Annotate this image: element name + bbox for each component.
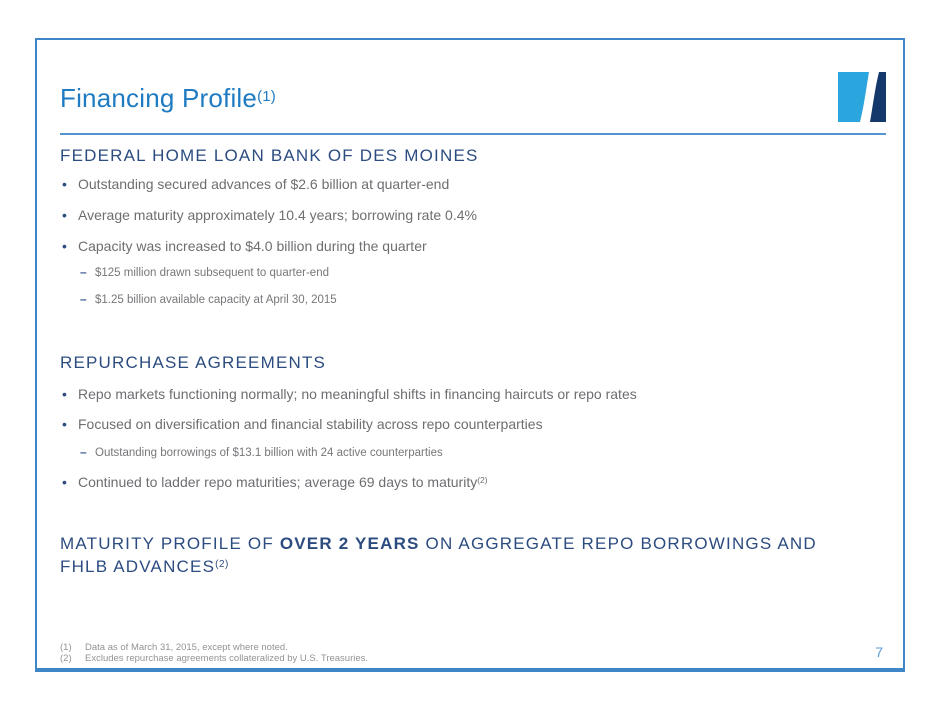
bullet-text-main: Continued to ladder repo maturities; average 69 days to maturity (78, 474, 478, 490)
dash-icon: – (80, 292, 87, 306)
sub-bullet-item (80, 266, 329, 281)
bullet-dot-icon: • (62, 238, 67, 254)
bullet-text: Focused on diversification and financial stability across repo counterparties (78, 416, 543, 432)
sub-bullet-text: Outstanding borrowings of $13.1 billion with 24 active counterparties (95, 447, 443, 459)
footnote-text: Data as of March 31, 2015, except where noted. (85, 642, 288, 653)
title-footnote-ref: (1) (257, 88, 276, 105)
maturity-heading-line2: FHLB ADVANCES (60, 557, 216, 576)
sub-bullet-item (80, 293, 337, 308)
bullet-item (62, 415, 543, 433)
bullet-item (62, 206, 477, 224)
bullet-item (62, 473, 488, 491)
bullet-dot-icon: • (62, 474, 67, 490)
footnote (60, 653, 368, 664)
dash-icon: – (80, 265, 87, 279)
bullet-text: Average maturity approximately 10.4 years; borrowing rate 0.4% (78, 207, 477, 223)
bullet-text (62, 473, 488, 491)
bullet-dot-icon: • (62, 176, 67, 192)
section-heading-fhlb: FEDERAL HOME LOAN BANK OF DES MOINES (60, 146, 479, 165)
bullet-dot-icon: • (62, 207, 67, 223)
bullet-text: Outstanding secured advances of $2.6 billion at quarter-end (78, 176, 450, 192)
footnote-label: (2) (60, 653, 72, 664)
maturity-footnote-ref: (2) (215, 559, 229, 570)
page-title (60, 82, 276, 114)
bullet-text: Repo markets functioning normally; no meaningful shifts in financing haircuts or repo rates (78, 386, 637, 402)
section-heading-maturity (60, 532, 850, 578)
bullet-item (62, 385, 637, 403)
sub-bullet-item (80, 446, 443, 461)
dash-icon: – (80, 445, 87, 459)
maturity-heading-post: ON AGGREGATE REPO BORROWINGS AND (419, 534, 817, 553)
sub-bullet-text: $125 million drawn subsequent to quarter-end (95, 267, 329, 279)
page-title-text: Financing Profile (60, 83, 258, 113)
bullet-footnote-ref: (2) (477, 475, 488, 485)
bullet-text: Capacity was increased to $4.0 billion during the quarter (78, 238, 427, 254)
footnote (60, 642, 288, 653)
footnote-text: Excludes repurchase agreements collateralized by U.S. Treasuries. (85, 653, 369, 664)
sub-bullet-text: $1.25 billion available capacity at April 30, 2015 (95, 294, 337, 306)
title-divider (60, 133, 886, 135)
bullet-dot-icon: • (62, 386, 67, 402)
slide-frame (35, 38, 905, 672)
maturity-heading-pre: MATURITY PROFILE OF (60, 534, 280, 553)
section-heading-repurchase: REPURCHASE AGREEMENTS (60, 353, 327, 372)
bullet-dot-icon: • (62, 416, 67, 432)
bullet-item (62, 237, 427, 255)
bullet-item (62, 175, 449, 193)
maturity-heading-bold: OVER 2 YEARS (279, 534, 420, 553)
footnote-label: (1) (60, 642, 72, 653)
company-logo-swoosh-icon (838, 72, 886, 122)
page-number: 7 (875, 644, 883, 660)
